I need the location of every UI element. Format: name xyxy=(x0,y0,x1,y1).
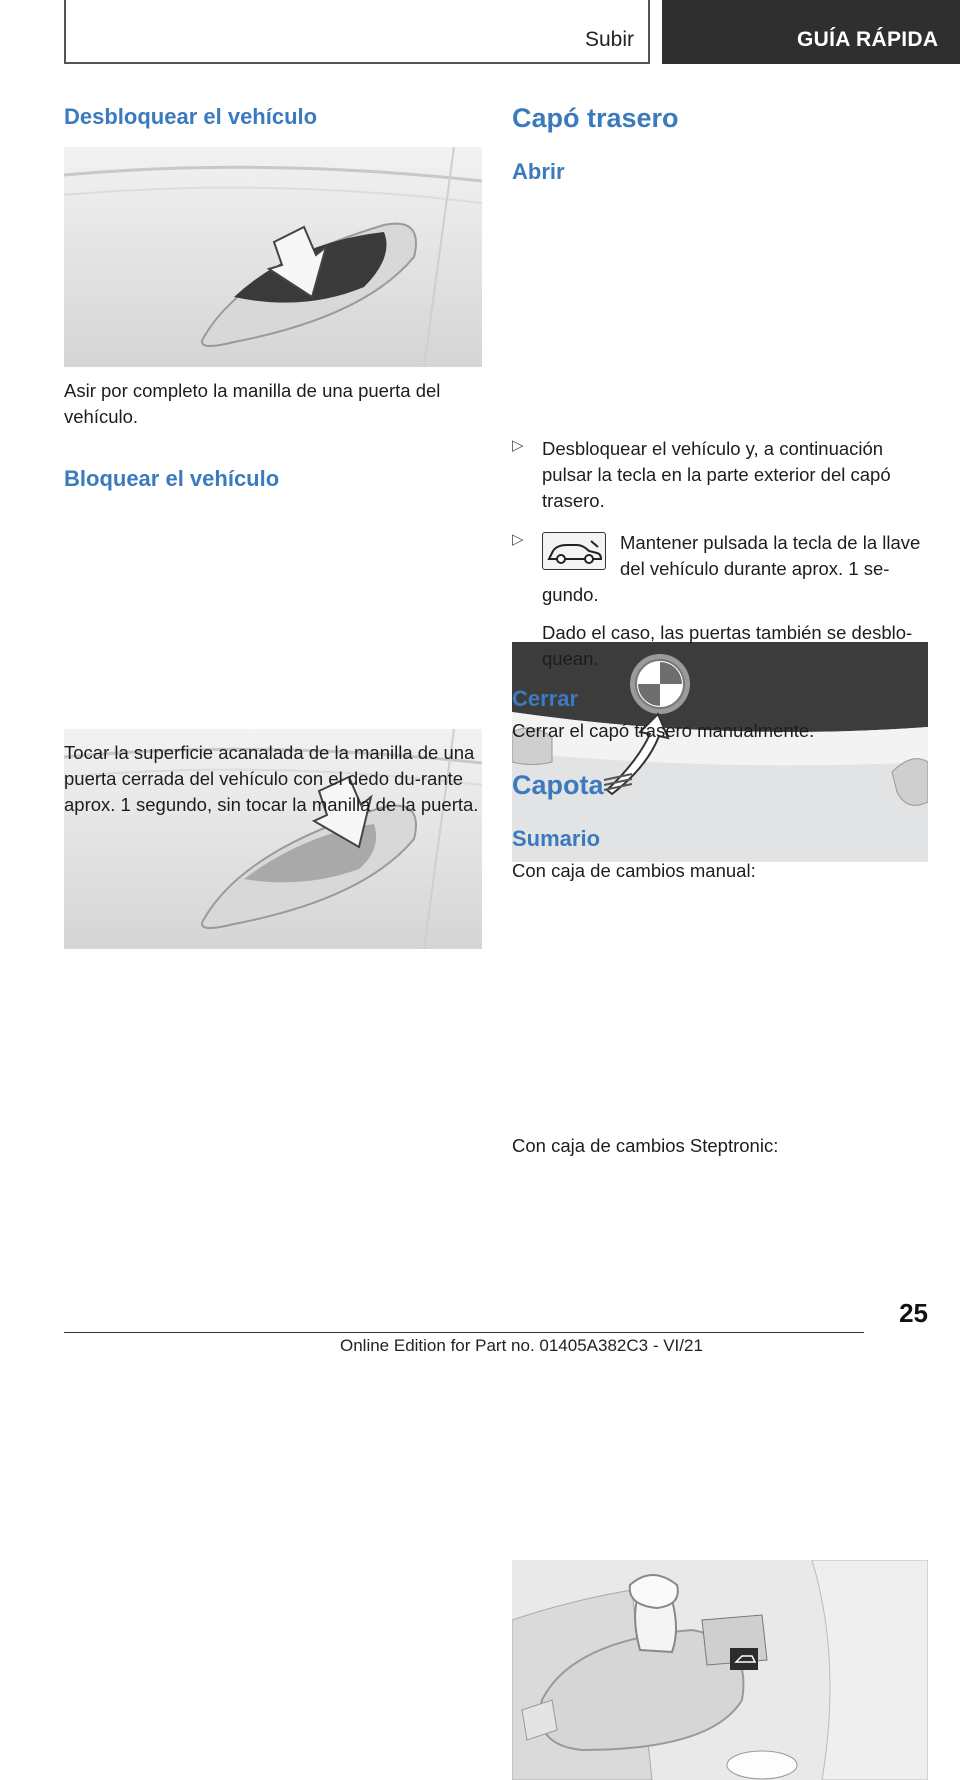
triangle-bullet-icon: ▷ xyxy=(512,531,524,548)
bullet-2-text: Mantener pulsada la tecla de la llave del vehículo durante aprox. 1 se-gundo. xyxy=(542,532,921,605)
summary-title: Sumario xyxy=(512,826,601,851)
center-console-image xyxy=(512,1560,928,1780)
bullet-1 xyxy=(512,436,928,514)
footer-divider xyxy=(64,1332,864,1333)
bullet-2 xyxy=(512,530,928,672)
open-title: Abrir xyxy=(512,159,565,184)
unlock-text-block xyxy=(64,378,482,430)
roof-title: Capota xyxy=(512,770,604,800)
close-subsection xyxy=(512,686,928,744)
steptronic-gearbox-text: Con caja de cambios Steptronic: xyxy=(512,1135,779,1156)
summary-subsection xyxy=(512,826,928,884)
lock-title: Bloquear el vehículo xyxy=(64,466,280,491)
quick-guide-tab[interactable]: GUÍA RÁPIDA xyxy=(662,0,960,64)
car-key-trunk-icon xyxy=(542,532,606,570)
roof-section xyxy=(512,770,928,801)
up-link[interactable]: Subir xyxy=(584,28,634,51)
unlock-title: Desbloquear el vehículo xyxy=(64,104,318,129)
lock-section xyxy=(64,466,482,492)
trunk-title: Capó trasero xyxy=(512,103,679,133)
bullet-2-note: Dado el caso, las puertas también se desblo-quean. xyxy=(542,622,913,669)
lock-text: Tocar la superficie acanalada de la manilla de una puerta cerrada del vehículo con el dedo du-rante aprox. 1 segundo, sin tocar la manilla de la puerta. xyxy=(64,742,479,815)
open-subsection xyxy=(512,159,928,185)
unlock-section xyxy=(64,104,482,130)
manual-gearbox-text: Con caja de cambios manual: xyxy=(512,860,756,881)
door-handle-unlock-image xyxy=(64,147,482,367)
close-title: Cerrar xyxy=(512,686,579,711)
lock-text-block xyxy=(64,740,482,818)
close-text: Cerrar el capó trasero manualmente. xyxy=(512,720,815,741)
edition-note: Online Edition for Part no. 01405A382C3 - VI/21 xyxy=(340,1336,703,1355)
unlock-text: Asir por completo la manilla de una puerta del vehículo. xyxy=(64,380,441,427)
trunk-section xyxy=(512,103,928,134)
triangle-bullet-icon: ▷ xyxy=(512,437,524,454)
steptronic-text-block xyxy=(512,1133,928,1159)
bullet-1-text: Desbloquear el vehículo y, a continuación pulsar la tecla en la parte exterior del capó trasero. xyxy=(542,438,891,511)
header-box xyxy=(64,0,650,64)
page-number: 25 xyxy=(899,1298,928,1328)
